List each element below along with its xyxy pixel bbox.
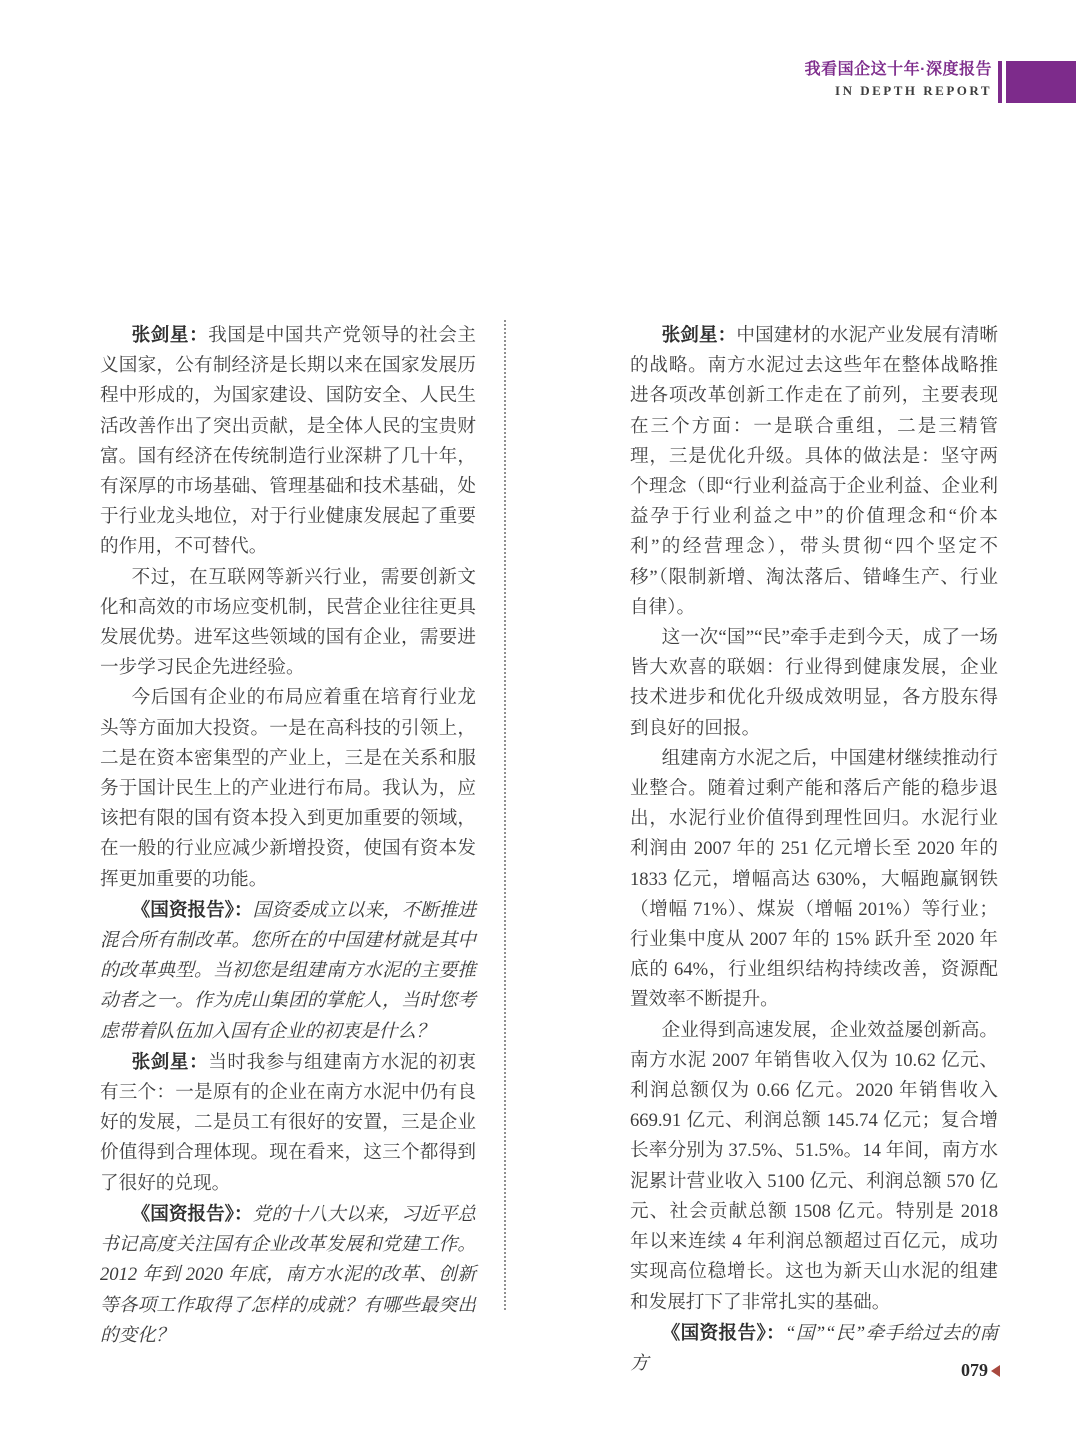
paragraph [630, 623, 998, 744]
paragraph [100, 320, 476, 563]
speaker-label: 《国资报告》： [661, 1321, 786, 1343]
speaker-label: 张剑星： [661, 324, 737, 345]
paragraph [630, 320, 998, 623]
speaker-label: 张剑星： [131, 1050, 209, 1072]
speaker-label: 《国资报告》： [131, 898, 253, 920]
paragraph-text: 中国建材的水泥产业发展有清晰的战略。南方水泥过去这些年在整体战略推进各项改革创新工作走在了前列，主要表现在三个方面：一是联合重组，二是三精管理，三是优化升级。具体的做法是：坚守两个理念（即“行业利益高于企业利益、企业利益孕于行业利益之中”的价值理念和“价本利”的经营理念），带头贯彻“四个坚定不移”（限制新增、淘汰落后、错峰生产、行业自律）。 [630, 325, 998, 618]
paragraph-text: 不过，在互联网等新兴行业，需要创新文化和高效的市场应变机制，民营企业往往更具发展优势。进军这些领域的国有企业，需要进一步学习民企先进经验。 [100, 566, 476, 679]
header-accent-bar [998, 61, 1002, 103]
paragraph-text: 当时我参与组建南方水泥的初衷有三个：一是原有的企业在南方水泥中仍有良好的发展，二是员工有很好的安置，三是企业价值得到合理体现。现在看来，这三个都得到了很好的兑现。 [100, 1051, 476, 1194]
paragraph [630, 1016, 998, 1318]
paragraph [100, 563, 476, 684]
paragraph-text: 我国是中国共产党领导的社会主义国家，公有制经济是长期以来在国家发展历程中形成的，为国家建设、国防安全、人民生活改善作出了突出贡献，是全体人民的宝贵财富。国有经济在传统制造行业深耕了几十年，有深厚的市场基础、管理基础和技术基础，处于行业龙头地位，对于行业健康发展起了重要的作用，不可替代。 [100, 325, 476, 558]
right-column [630, 320, 998, 1379]
header-title-cn: 我看国企这十年·深度报告 [804, 61, 992, 78]
paragraph-text: “国”“民”牵手给过去的南方 [630, 1322, 998, 1374]
paragraph-text: 今后国有企业的布局应着重在培育行业龙头等方面加大投资。一是在高科技的引领上，二是在资本密集型的产业上，三是在关系和服务于国计民生上的产业进行布局。我认为，应该把有限的国有资本投入到更加重要的领域，在一般的行业应减少新增投资，使国有资本发挥更加重要的功能。 [100, 687, 476, 890]
header-accent-block [1006, 61, 1076, 103]
paragraph [100, 683, 476, 894]
page-marker-triangle-icon [991, 1365, 1000, 1377]
page-footer [930, 1360, 1000, 1381]
speaker-label: 张剑星： [131, 324, 209, 345]
page-number: 079 [961, 1360, 988, 1380]
paragraph [100, 895, 476, 1047]
paragraph-text: 企业得到高速发展，企业效益屡创新高。南方水泥 2007 年销售收入仅为 10.62 亿元、利润总额仅为 0.66 亿元。2020 年销售收入 669.91 亿元、利润总额 145.74 亿元；复合增长率分别为 37.5%、51.5%。14 年间，南方水泥累计营业收入 5100 亿元、利润总额 570 亿元、社会贡献总额 1508 亿元。特别是 2018 年以来连续 4 年利润总额超过百亿元，成功实现高位稳增长。这也为新天山水泥的组建和发展打下了非常扎实的基础。 [630, 1019, 998, 1313]
paragraph-text: 组建南方水泥之后，中国建材继续推动行业整合。随着过剩产能和落后产能的稳步退出，水泥行业价值得到理性回归。水泥行业利润由 2007 年的 251 亿元增长至 2020 年的 1833 亿元，增幅高达 630%，大幅跑赢钢铁（增幅 71%）、煤炭（增幅 201%）等行业；行业集中度从 2007 年的 15% 跃升至 2020 年底的 64%，行业组织结构持续改善，资源配置效率不断提升。 [630, 747, 998, 1011]
left-column [100, 320, 476, 1351]
speaker-label: 《国资报告》： [131, 1202, 253, 1224]
column-divider [504, 320, 506, 1310]
paragraph [630, 744, 998, 1016]
paragraph [100, 1199, 476, 1351]
paragraph-text: 党的十八大以来，习近平总书记高度关注国有企业改革发展和党建工作。2012 年到 2020 年底，南方水泥的改革、创新等各项工作取得了怎样的成就？有哪些最突出的变化？ [100, 1203, 476, 1346]
paragraph [100, 1047, 476, 1199]
paragraph-text: 国资委成立以来，不断推进混合所有制改革。您所在的中国建材就是其中的改革典型。当初您是组建南方水泥的主要推动者之一。作为虎山集团的掌舵人，当时您考虑带着队伍加入国有企业的初衷是什么？ [100, 899, 476, 1042]
page-header [805, 59, 992, 100]
header-title-en: IN DEPTH REPORT [835, 83, 992, 98]
paragraph-text: 这一次“国”“民”牵手走到今天，成了一场皆大欢喜的联姻：行业得到健康发展，企业技术进步和优化升级成效明显，各方股东得到良好的回报。 [630, 627, 998, 739]
